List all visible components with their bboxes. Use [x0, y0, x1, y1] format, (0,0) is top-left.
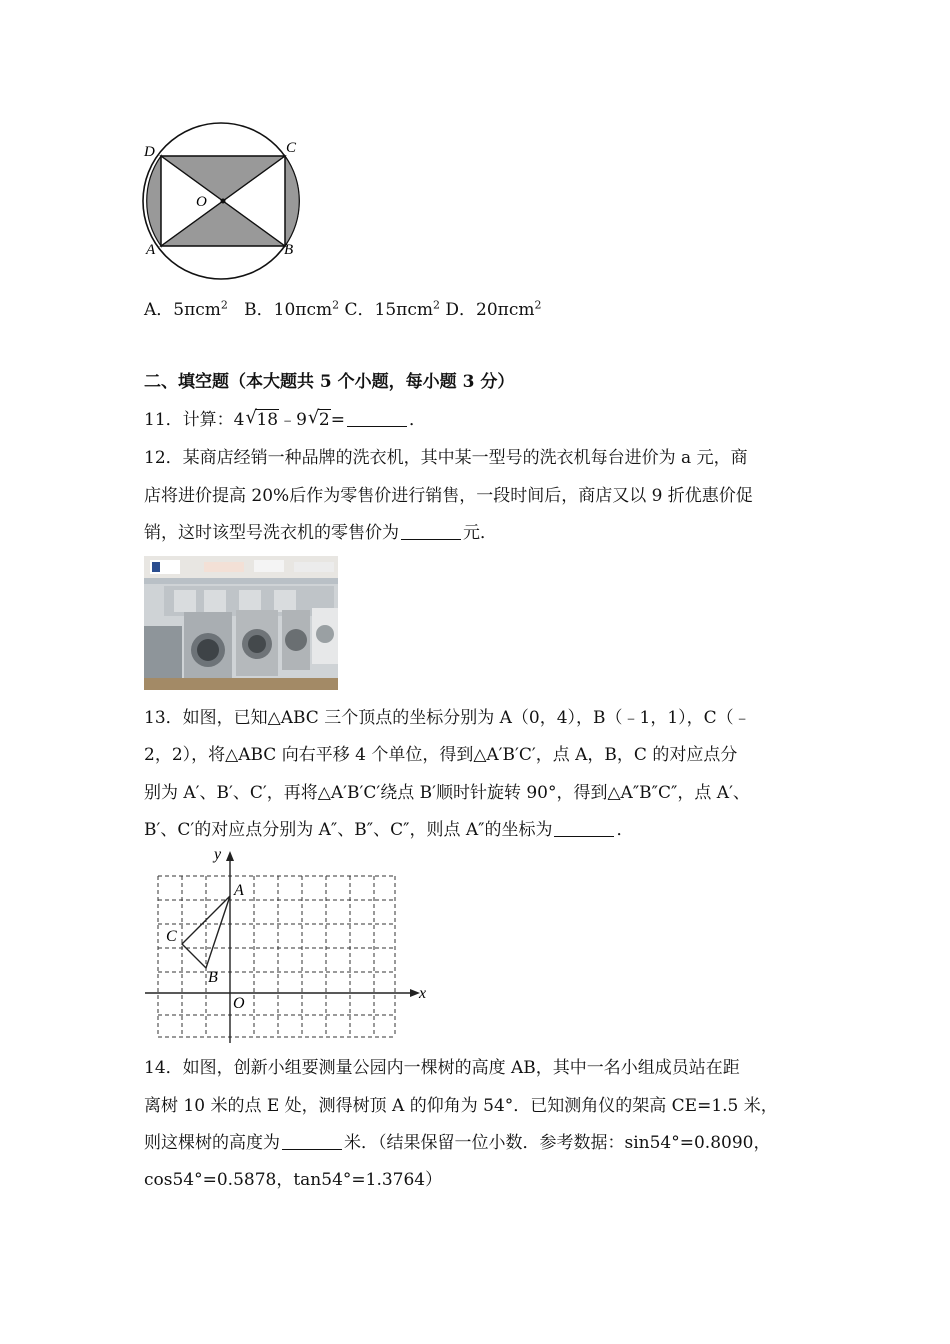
option-d[interactable]: D．20πcm$^2$: [445, 298, 542, 320]
circle-rectangle-figure: [140, 118, 310, 288]
washing-machine-photo: [144, 556, 338, 690]
label-x: x: [419, 985, 427, 1002]
label-y: y: [214, 846, 222, 863]
label-b: B: [284, 242, 294, 258]
option-b[interactable]: B．10πcm$^2$: [244, 298, 340, 320]
label-d: D: [144, 144, 155, 160]
question-14-line-1: 14．如图，创新小组要测量公园内一棵树的高度 AB，其中一名小组成员站在距: [144, 1058, 740, 1078]
section-heading: 二、填空题（本大题共 5 个小题，每小题 3 分）: [144, 372, 515, 392]
question-12-line-1: 12．某商店经销一种品牌的洗衣机，其中某一型号的洗衣机每台进价为 a 元，商: [144, 448, 748, 468]
label-a: A: [146, 242, 156, 258]
answer-blank-11[interactable]: [347, 410, 407, 427]
coordinate-grid-figure: [140, 845, 440, 1045]
label-b: B: [208, 969, 218, 986]
question-12-line-3: 销，这时该型号洗衣机的零售价为 元．: [144, 523, 497, 543]
question-13-line-2: 2，2），将△ABC 向右平移 4 个单位，得到△A′B′C′，点 A，B，C 的对应点分: [144, 745, 738, 765]
question-12-line-2: 店将进价提高 20%后作为零售价进行销售，一段时间后，商店又以 9 折优惠价促: [144, 486, 753, 506]
label-c: C: [286, 140, 297, 156]
sqrt-2: √ 2: [307, 407, 330, 430]
label-o: O: [196, 194, 207, 210]
question-14-line-4: cos54°=0.5878，tan54°=1.3764）: [144, 1170, 443, 1190]
label-o: O: [233, 995, 245, 1012]
answer-blank-13[interactable]: [554, 820, 614, 837]
question-14-line-2: 离树 10 米的点 E 处，测得树顶 A 的仰角为 54°．已知测角仪的架高 CE=1.5 米，: [144, 1096, 778, 1116]
label-c: C: [166, 928, 177, 945]
option-c[interactable]: C．15πcm$^2$: [344, 298, 440, 320]
sqrt-18: √ 18: [245, 407, 279, 430]
question-11: 11．计算：4 √ 18﹣9 √ 2= ．: [144, 407, 426, 430]
answer-blank-12[interactable]: [401, 523, 461, 540]
option-a[interactable]: A．5πcm$^2$: [144, 298, 228, 320]
question-13-line-1: 13．如图，已知△ABC 三个顶点的坐标分别为 A（0，4），B（﹣1，1），C（﹣: [144, 708, 751, 728]
question-13-line-3: 别为 A′、B′、C′，再将△A′B′C′绕点 B′顺时针旋转 90°，得到△A″B″C″，点 A′、: [144, 783, 750, 803]
q10-options: [144, 298, 814, 322]
answer-blank-14[interactable]: [282, 1133, 342, 1150]
question-13-line-4: B′、C′的对应点分别为 A″、B″、C″，则点 A″的坐标为 ．: [144, 820, 634, 840]
label-a: A: [234, 882, 244, 899]
question-14-line-3: 则这棵树的高度为 米．（结果保留一位小数．参考数据：sin54°=0.8090，: [144, 1133, 771, 1153]
